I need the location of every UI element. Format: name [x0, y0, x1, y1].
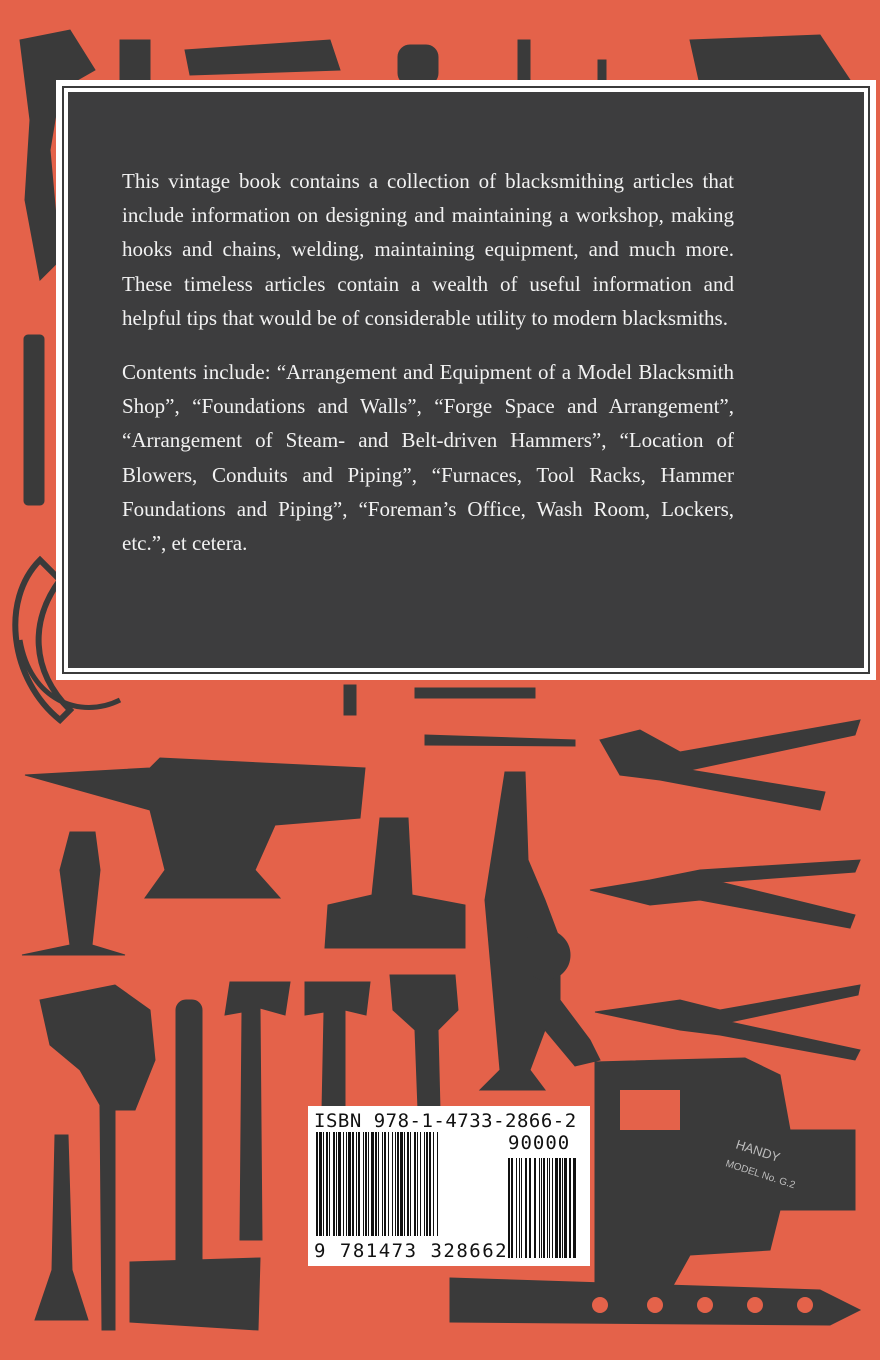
barcode-addon-bar	[541, 1158, 542, 1258]
barcode-addon-bar	[543, 1158, 545, 1258]
barcode-bar	[343, 1132, 344, 1236]
barcode-bar	[348, 1132, 351, 1236]
barcode-bar	[395, 1132, 396, 1236]
chisel-left-icon	[24, 335, 44, 505]
barcode-addon-bar	[559, 1158, 561, 1258]
barcode-bar	[433, 1132, 434, 1236]
barcode-addon-bar	[508, 1158, 510, 1258]
barcode-addon-bar	[573, 1158, 576, 1258]
top-hammer-head-icon	[120, 40, 150, 80]
flat-nose-pliers-icon	[595, 985, 860, 1060]
top-coil-icon	[398, 45, 438, 85]
blurb-text	[122, 164, 734, 580]
barcode-bar	[424, 1132, 425, 1236]
top-pliers-icon	[185, 40, 340, 75]
barcode-bar	[375, 1132, 377, 1236]
barcode-addon-bar	[547, 1158, 548, 1258]
barcode-bar	[426, 1132, 428, 1236]
blurb-paragraph-1: This vintage book contains a collection of blacksmithing articles that include information on designing and maintaining a workshop, making hooks and chains, welding, maintaining equipment, and much more. These timeless articles contain a wealth of useful information and helpful tips that would be of considerable utility to modern blacksmiths.	[122, 169, 734, 330]
barcode-bar	[429, 1132, 431, 1236]
barcode-bar	[356, 1132, 357, 1236]
top-punch-icon	[518, 40, 530, 85]
barcode-addon-bar	[511, 1158, 513, 1258]
barcode-addon-bar	[549, 1158, 550, 1258]
barcode-addon-bar	[534, 1158, 536, 1258]
hammer-icon	[22, 832, 125, 955]
barcode-bar	[326, 1132, 328, 1236]
barcode-bar	[410, 1132, 411, 1236]
file-icon	[415, 688, 535, 698]
price-code: 90000	[508, 1132, 571, 1154]
barcode-bar	[414, 1132, 416, 1236]
barcode-bar	[388, 1132, 389, 1236]
barcode-addon-bar	[564, 1158, 567, 1258]
barcode-bar	[346, 1132, 347, 1236]
barcode-bar	[437, 1132, 438, 1236]
barcode-addon-bar	[555, 1158, 558, 1258]
barcode-bar	[382, 1132, 383, 1236]
wrench-1-icon	[225, 982, 290, 1240]
barcode-bar	[404, 1132, 405, 1236]
punch-icon	[344, 685, 356, 715]
barcode-addon-bar	[569, 1158, 571, 1258]
barcode-bar	[316, 1132, 318, 1236]
barcode-addon-bar	[521, 1158, 522, 1258]
barcode-bar	[400, 1132, 403, 1236]
barcode-bar	[336, 1132, 337, 1236]
vise-label-line2: MODEL No. G.2	[724, 1158, 797, 1192]
barcode-bar	[384, 1132, 386, 1236]
barcode-bar	[323, 1132, 324, 1236]
barcode-bar	[333, 1132, 335, 1236]
barcode-addon-bar	[562, 1158, 563, 1258]
barcode-addon-bar	[539, 1158, 540, 1258]
barcode-bar	[407, 1132, 409, 1236]
isbn-label: ISBN 978-1-4733-2866-2	[314, 1110, 577, 1132]
barcode-addon-bar	[519, 1158, 520, 1258]
barcode-addon-bar	[525, 1158, 527, 1258]
barcode-addon-bar	[516, 1158, 517, 1258]
barcode-bar	[329, 1132, 330, 1236]
barcode-bar	[368, 1132, 369, 1236]
hardy-tool-icon	[325, 818, 465, 948]
isbn-barcode	[308, 1106, 590, 1266]
barcode-bar	[397, 1132, 399, 1236]
drill-gear-icon	[520, 930, 570, 980]
barcode-bar	[417, 1132, 418, 1236]
barcode-bar	[365, 1132, 367, 1236]
sledge-handle-icon	[176, 1000, 202, 1275]
barcode-bar	[392, 1132, 393, 1236]
ean-digits: 9 781473 328662	[314, 1240, 509, 1262]
barcode-bar	[371, 1132, 374, 1236]
wrench-2-icon	[305, 982, 370, 1110]
barcode-bar	[358, 1132, 360, 1236]
barcode-bar	[319, 1132, 322, 1236]
sledge-head-icon	[130, 1258, 260, 1330]
center-punch-icon	[35, 1135, 88, 1320]
round-nose-pliers-icon	[590, 860, 860, 928]
barcode-addon-bar	[529, 1158, 531, 1258]
adjustable-wrench-icon	[390, 975, 458, 1110]
barcode-bar	[363, 1132, 364, 1236]
small-tongs-icon	[425, 735, 575, 746]
barcode-bar	[338, 1132, 341, 1236]
description-panel	[56, 80, 876, 680]
blurb-paragraph-2: Contents include: “Arrangement and Equipment of a Model Blacksmith Shop”, “Foundations and Walls”, “Forge Space and Arrangement”, “Arrangement of Steam- and Belt-driven Hammers”, “Location of Blowers, Conduits and Piping”, “Furnaces, Tool Racks, Hammer Foundations and Piping”, “Foreman’s Office, Wash Room, Lockers, etc.”, et cetera.	[122, 360, 734, 556]
vise-label-line1: HANDY	[734, 1136, 782, 1165]
end-nippers-icon	[600, 720, 860, 810]
top-right-clamp-icon	[690, 35, 850, 85]
barcode-bar	[352, 1132, 354, 1236]
barcode-bar	[378, 1132, 379, 1236]
barcode-addon-bar	[552, 1158, 553, 1258]
barcode-bar	[420, 1132, 421, 1236]
